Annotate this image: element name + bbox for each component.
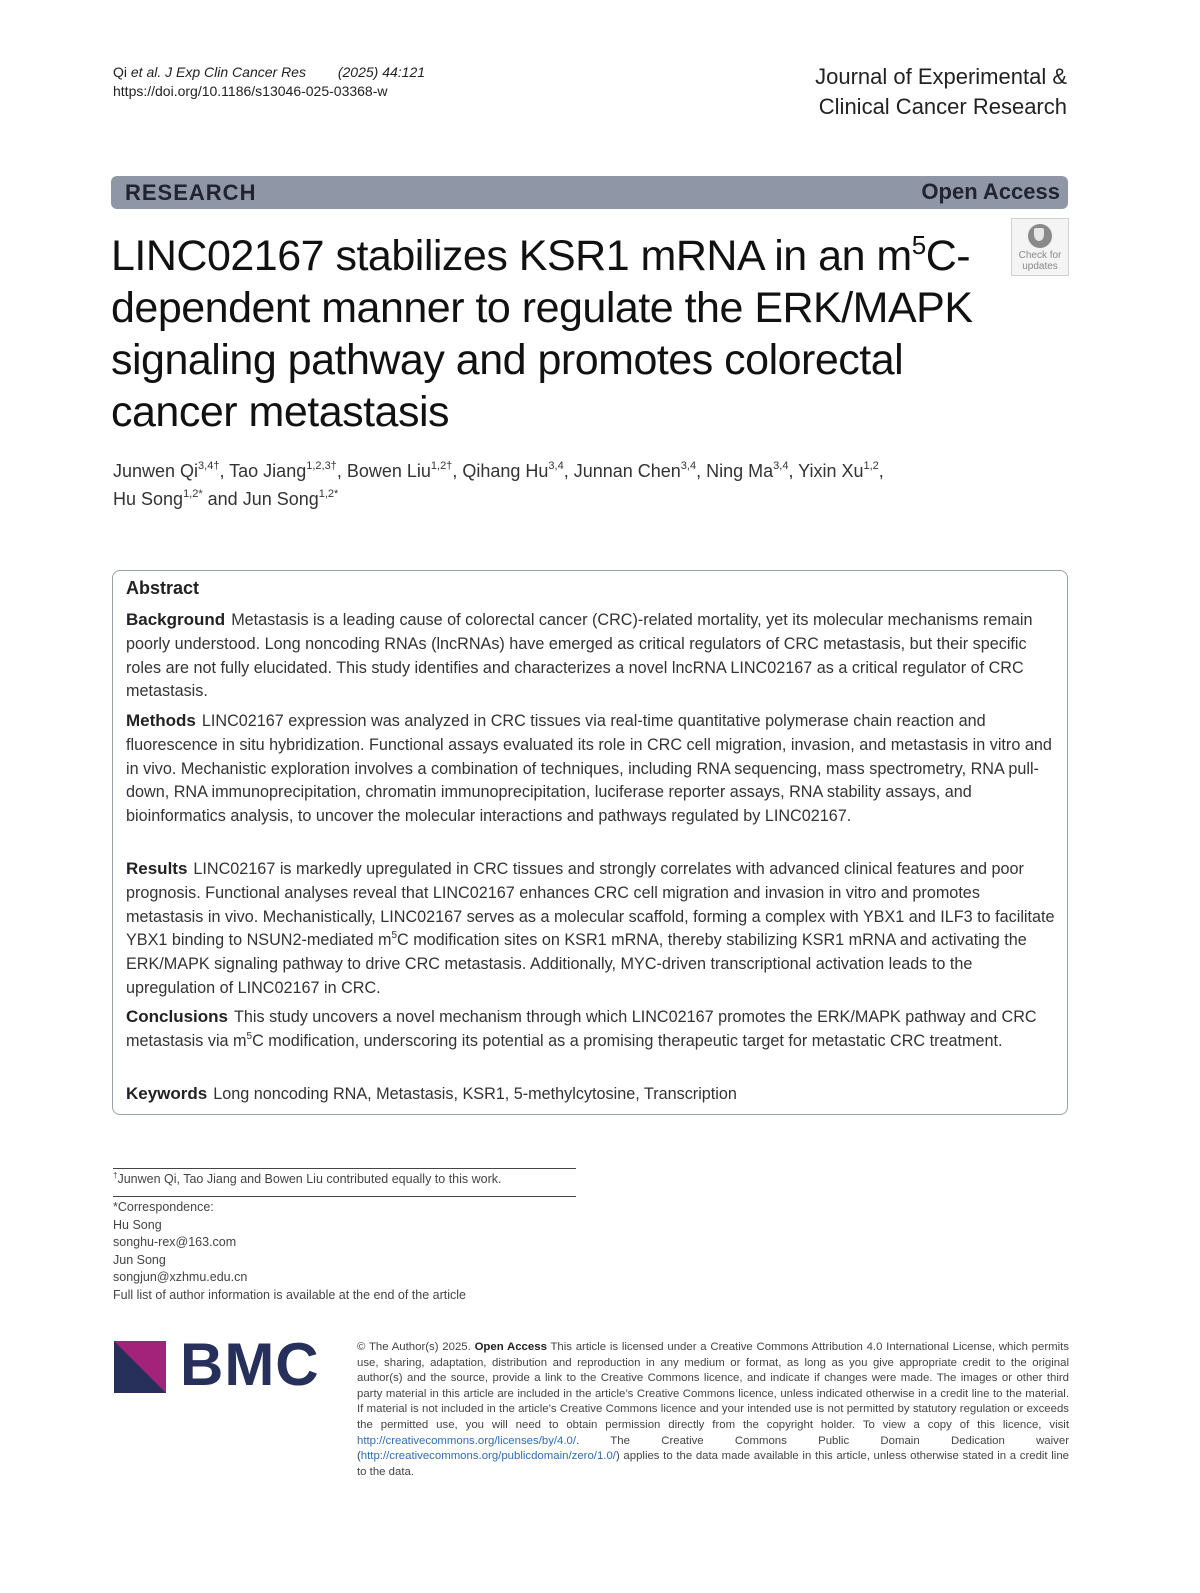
correspondent-email[interactable]: songhu-rex@163.com <box>113 1235 237 1249</box>
affiliation: 3,4 <box>548 460 564 472</box>
check-for-updates-button[interactable] <box>1011 218 1069 276</box>
sep: , <box>788 461 799 481</box>
sep: , <box>336 461 347 481</box>
article-type-banner <box>111 176 1068 209</box>
author[interactable]: Junwen Qi <box>113 461 199 481</box>
license-body: ) applies to the data made available in this article, unless otherwise stated in a credit line to the data. <box>357 1450 1069 1478</box>
abstract-background <box>126 608 1056 704</box>
abstract-keywords <box>126 1082 1056 1107</box>
copyright: © The Author(s) 2025. <box>357 1341 471 1353</box>
author[interactable]: Ning Ma <box>706 461 774 481</box>
section-text: C modification sites on KSR1 mRNA, thereby stabilizing KSR1 mRNA and activating the ERK/MAPK signaling pathway to drive CRC metastasis. Additionally, MYC-driven transcriptional activation leads to the upregulation of LINC02167 in CRC. <box>126 931 1027 997</box>
section-text: LINC02167 is markedly upregulated in CRC tissues and strongly correlates with advanced clinical features and poor prognosis. Functional analyses reveal that LINC02167 enhances CRC cell migration and invasion in vitro and promotes metastasis in vivo. Mechanistically, LINC02167 serves as a molecular scaffold, forming a complex with YBX1 and ILF3 to facilitate YBX1 binding to NSUN2-mediated m <box>126 860 1055 950</box>
dagger-mark: † <box>113 1171 118 1180</box>
affiliation: 3,4 <box>773 460 789 472</box>
author[interactable]: Jun Song <box>242 489 319 509</box>
section-label: Conclusions <box>126 1007 229 1026</box>
license-body: . The Creative Commons Public Domain Dedication waiver ( <box>357 1434 1069 1463</box>
affiliation: 1,2 <box>863 460 879 472</box>
cc-by-link[interactable]: http://creativecommons.org/licenses/by/4.0/ <box>357 1434 577 1447</box>
license-text <box>357 1340 1069 1480</box>
title-line1-end: C- <box>925 232 971 280</box>
bmc-logo-icon <box>114 1341 166 1393</box>
correspondent-name: Hu Song <box>113 1217 162 1232</box>
author[interactable]: Yixin Xu <box>798 461 864 481</box>
author-info-note: Full list of author information is available at the end of the article <box>113 1287 466 1302</box>
citation-author: Qi <box>113 64 127 80</box>
footnote-divider <box>113 1196 576 1197</box>
sep: , <box>563 461 574 481</box>
abstract-methods <box>126 709 1056 829</box>
bookmark-icon <box>1028 224 1052 248</box>
affiliation: 3,4 <box>680 460 697 472</box>
title-line1: LINC02167 stabilizes KSR1 mRNA in an m <box>111 232 912 280</box>
author[interactable]: Qihang Hu <box>462 461 549 481</box>
journal-name <box>815 62 1067 122</box>
abstract-conclusions <box>126 1005 1056 1054</box>
abstract-results <box>126 857 1056 1001</box>
abstract-heading: Abstract <box>126 578 200 598</box>
correspondence-block <box>113 1199 466 1304</box>
sep: and <box>202 489 243 509</box>
article-title <box>111 230 1011 438</box>
bmc-logo-text: BMC <box>180 1331 320 1398</box>
correspondent-email[interactable]: songjun@xzhmu.edu.cn <box>113 1270 248 1284</box>
equal-contribution-note <box>113 1171 501 1189</box>
superscript: 5 <box>246 1030 253 1042</box>
equal-contribution-text: Junwen Qi, Tao Jiang and Bowen Liu contributed equally to this work. <box>117 1172 502 1186</box>
superscript: 5 <box>391 930 397 942</box>
check-line1: Check for <box>1018 250 1062 261</box>
open-access-bold: Open Access <box>474 1341 547 1353</box>
open-access-label: Open Access <box>921 179 1060 204</box>
affiliation: 1,2,3† <box>306 460 337 472</box>
citation-journal: et al. J Exp Clin Cancer Res <box>130 64 306 80</box>
citation-volume: (2025) 44:121 <box>337 64 426 80</box>
title-line2: dependent manner to regulate the ERK/MAPK <box>111 284 973 332</box>
author[interactable]: Junnan Chen <box>573 461 681 481</box>
sep: , <box>452 461 463 481</box>
affiliation: 1,2* <box>318 488 339 500</box>
journal-name-line2: Clinical Cancer Research <box>818 94 1067 119</box>
section-text: This study uncovers a novel mechanism through which LINC02167 promotes the ERK/MAPK pathway and CRC metastasis via m <box>126 1008 1037 1050</box>
citation <box>113 63 425 82</box>
license-body: This article is licensed under a Creative Commons Attribution 4.0 International License, which permits use, sharing, adaptation, distribution and reproduction in any medium or format, as long as you give appropriate credit to the original author(s) and the source, provide a link to the Creative Commons licence, and indicate if changes were made. The images or other third party material in this article are included in the article’s Creative Commons licence, unless indicated otherwise in a credit line to the material. If material is not included in the article’s Creative Commons licence and your intended use is not permitted by statutory regulation or exceeds the permitted use, you will need to obtain permission directly from the copyright holder. To view a copy of this licence, visit <box>357 1341 1069 1431</box>
section-text: C modification, underscoring its potential as a promising therapeutic target for metastatic CRC treatment. <box>252 1031 1003 1050</box>
affiliation: 1,2* <box>183 488 203 500</box>
sep: , <box>219 461 230 481</box>
author[interactable]: Bowen Liu <box>346 461 431 481</box>
sep: , <box>696 461 707 481</box>
title-line3: signaling pathway and promotes colorectal <box>111 336 904 384</box>
abstract-box <box>112 570 1068 1115</box>
correspondence-label: *Correspondence: <box>113 1200 214 1214</box>
author-list <box>113 457 1013 513</box>
cc-zero-link[interactable]: http://creativecommons.org/publicdomain/zero/1.0/ <box>360 1450 616 1463</box>
author[interactable]: Hu Song <box>113 489 184 509</box>
article-type: RESEARCH <box>125 180 257 205</box>
correspondent-name: Jun Song <box>113 1252 166 1267</box>
section-label: Results <box>126 859 188 878</box>
footnote-divider <box>113 1168 576 1169</box>
doi-link[interactable]: https://doi.org/10.1186/s13046-025-03368-w <box>113 83 388 99</box>
keywords-text: Long noncoding RNA, Metastasis, KSR1, 5-methylcytosine, Transcription <box>213 1085 737 1103</box>
section-text: Metastasis is a leading cause of colorectal cancer (CRC)-related mortality, yet its molecular mechanisms remain poorly understood. Long noncoding RNAs (lncRNAs) have emerged as critical regulators of CRC metastasis, but their specific roles are not fully elucidated. This study identifies and characterizes a novel lncRNA LINC02167 as a critical regulator of CRC metastasis. <box>126 611 1033 701</box>
running-head <box>113 63 425 101</box>
section-text: LINC02167 expression was analyzed in CRC tissues via real-time quantitative polymerase chain reaction and fluorescence in situ hybridization. Functional assays evaluated its role in CRC cell migration, invasion, and metastasis in vitro and in vivo. Mechanistic exploration involves a combination of techniques, including RNA sequencing, mass spectrometry, RNA pull-down, RNA immunoprecipitation, chromatin immunoprecipitation, luciferase reporter assays, RNA stability assays, and bioinformatics analysis, to uncover the molecular interactions and pathways regulated by LINC02167. <box>126 712 1052 826</box>
affiliation: 3,4† <box>198 460 220 472</box>
bmc-logo <box>114 1331 324 1398</box>
section-label: Methods <box>126 711 196 730</box>
author[interactable]: Tao Jiang <box>229 461 307 481</box>
check-line2: updates <box>1022 261 1058 272</box>
journal-name-line1: Journal of Experimental & <box>815 64 1067 89</box>
affiliation: 1,2† <box>430 460 453 472</box>
section-label: Background <box>126 610 226 629</box>
title-line4: cancer metastasis <box>111 388 450 436</box>
title-superscript: 5 <box>911 230 926 260</box>
sep: , <box>878 461 884 481</box>
check-for-updates-label <box>1012 250 1068 272</box>
section-label: Keywords <box>126 1084 208 1103</box>
